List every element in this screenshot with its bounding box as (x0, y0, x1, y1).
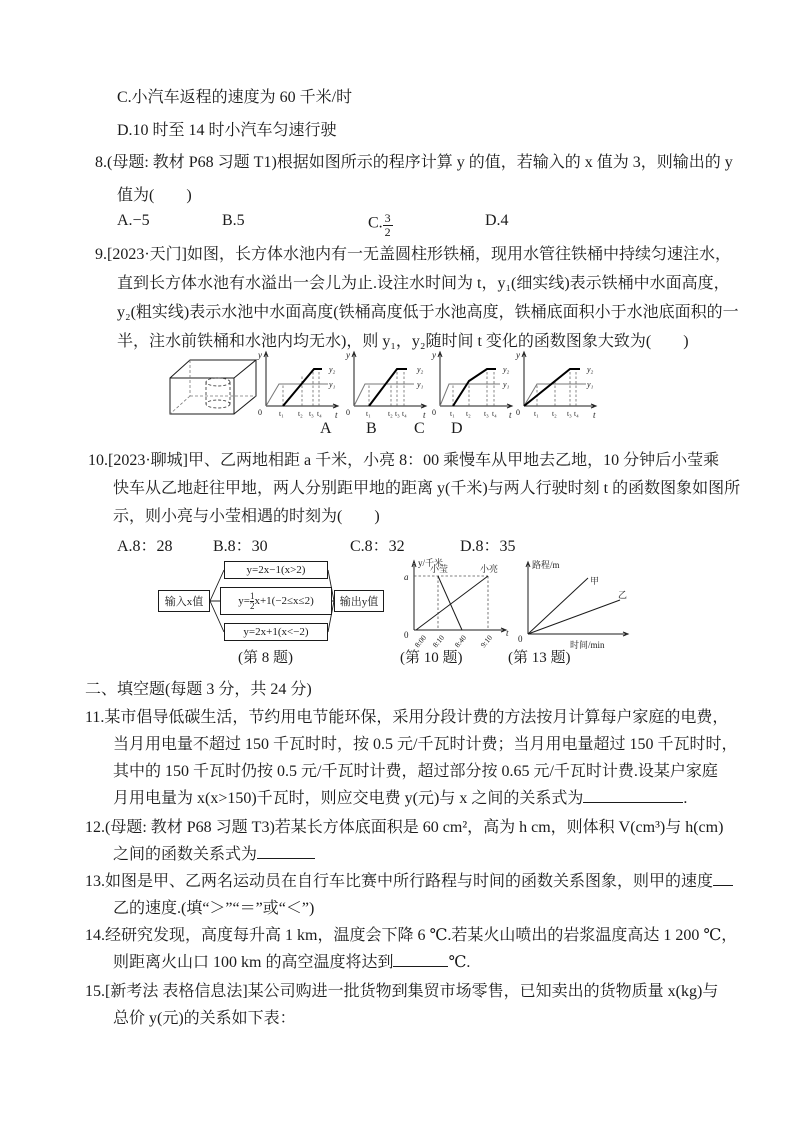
caption-q13-figure: (第 13 题) (508, 650, 571, 666)
q10-line3: 示，则小亮与小莹相遇的时刻为( ) (113, 508, 380, 525)
y-axis-label: y (346, 350, 350, 360)
q11-answer-blank (583, 789, 683, 803)
y2-label: y₂ (417, 365, 424, 374)
y-axis-label: 路程/m (532, 560, 560, 570)
tick-t2: t₂ (298, 409, 303, 418)
flowchart-formula-mid (220, 587, 332, 615)
bucket-bottom-rim (206, 400, 230, 408)
graph-choice-c: C (414, 420, 425, 437)
y-axis (352, 352, 356, 406)
q13-line1 (85, 872, 733, 892)
section2-title: 二、填空题(每题 3 分，共 24 分) (85, 681, 312, 698)
q8-option-a: A.−5 (117, 212, 150, 229)
y2-curve (453, 369, 496, 406)
tick-t3: t₃ (567, 409, 572, 418)
q8-option-c-label: C. (368, 214, 383, 232)
flowchart-formula-top: y=2x−1(x>2) (224, 561, 328, 579)
q9-line1: 9.[2023·天门]如图，长方体水池内有一无盖圆柱形铁桶，现用水管往铁桶中持续匀速注水， (95, 246, 731, 263)
tick-800: 8:00 (412, 633, 429, 650)
tick-t3: t₃ (484, 409, 489, 418)
formula-mid-post: x+1(−2≤x≤2) (254, 595, 314, 607)
x-axis (528, 632, 628, 636)
tick-t4: t₄ (492, 409, 497, 418)
q11-line3: 其中的 150 千瓦时仍按 0.5 元/千瓦时计费，超过部分按 0.65 元/千瓦时计费.设某户家庭 (113, 763, 718, 780)
dashed-guides (453, 369, 494, 406)
q14-line2-unit: ℃. (448, 954, 471, 971)
y1-label: y₁ (417, 380, 424, 389)
graph-choice-d: D (451, 420, 463, 437)
y2-label: y₂ (329, 365, 336, 374)
tick-t1: t₁ (450, 409, 455, 418)
q12-answer-blank (257, 845, 315, 859)
y2-label: y₂ (503, 365, 510, 374)
tank-right-face (234, 360, 256, 414)
jia-label: 甲 (590, 576, 600, 586)
tick-t4: t₄ (317, 409, 322, 418)
t-axis (414, 628, 506, 632)
origin-label: 0 (258, 408, 262, 417)
q9-tank-figure (162, 352, 264, 427)
y2-curve (283, 369, 322, 406)
q15-line1: 15.[新考法 表格信息法]某公司购进一批货物到集贸市场零售，已知卖出的货物质量 x(kg)与 (85, 983, 719, 1000)
xiaoying-line (438, 576, 462, 630)
q14-line1: 14.经研究发现，高度每升高 1 km，温度会下降 6 ℃.若某火山喷出的岩浆温度高达 1 200 ℃， (85, 927, 738, 944)
y1-label: y₁ (503, 380, 510, 389)
q10-line1: 10.[2023·聊城]甲、乙两地相距 a 千米，小亮 8：00 乘慢车从甲地去乙地，10 分钟后小莹乘 (88, 452, 720, 469)
q14-line2 (113, 953, 470, 973)
formula-mid-fraction: $\frac{1}{2}$ (249, 590, 255, 611)
y-axis-label: y (516, 350, 520, 360)
bucket-top-rim (206, 378, 230, 386)
q8-option-c (368, 212, 393, 238)
origin-label: 0 (404, 630, 409, 640)
q8-option-d: D.4 (485, 212, 509, 229)
y2-curve (524, 369, 580, 406)
q11-line2: 当月用电量不超过 150 千瓦时时，按 0.5 元/千瓦时计费；当月用电量超过 150 千瓦时时， (113, 736, 738, 753)
tick-t1: t₁ (279, 409, 284, 418)
t-axis-label: t (509, 410, 512, 420)
q10-option-b: B.8：30 (213, 538, 268, 555)
caption-q8-figure: (第 8 题) (238, 650, 293, 666)
t-axis-label: t (423, 410, 426, 420)
origin-label: 0 (516, 408, 520, 417)
t-axis (440, 404, 512, 408)
q10-line2: 快车从乙地赶往甲地，两人分别距甲地的距离 y(千米)与两人行驶时刻 t 的函数图象如图所 (113, 480, 741, 497)
q9-line3: y₂(粗实线)表示水池中水面高度(铁桶高度低于水池高度，铁桶底面积小于水池底面积的一 (117, 304, 739, 321)
xiaoying-label: 小莹 (430, 564, 449, 574)
q11-line4-text: 月用电量为 x(x>150)千瓦时，则应交电费 y(元)与 x 之间的关系式为 (113, 790, 584, 807)
tick-t3: t₃ (395, 409, 400, 418)
origin-label: 0 (346, 408, 350, 417)
q8-option-b: B.5 (222, 212, 245, 229)
yi-label: 乙 (618, 590, 628, 600)
q12-line2-text: 之间的函数关系式为 (113, 846, 258, 863)
tick-t2: t₂ (466, 409, 471, 418)
q9-graph-b (344, 348, 432, 429)
y1-curve (440, 384, 500, 406)
dashed-guides (537, 369, 576, 406)
q8-option-c-fraction: $\frac{3}{2}$ (384, 211, 391, 239)
y-axis (438, 352, 442, 406)
flowchart-formula-bottom: y=2x+1(x<−2) (224, 623, 328, 641)
t-axis (354, 404, 426, 408)
q9-graph-a (256, 348, 344, 429)
q12-line2 (113, 845, 315, 865)
flowchart-output-box: 输出y值 (334, 590, 384, 612)
y2-curve (369, 369, 407, 406)
formula-mid-pre: y= (238, 595, 250, 607)
tick-810: 8:10 (430, 633, 447, 650)
q13-line2: 乙的速度.(填“＞”“＝”或“＜”) (113, 900, 315, 917)
t-axis-label: t (593, 410, 596, 420)
origin-label: 0 (518, 634, 523, 644)
tick-t2: t₂ (388, 409, 393, 418)
q13-graph (514, 556, 638, 659)
tick-t4: t₄ (574, 409, 579, 418)
y-axis-label: y/千米 (418, 558, 444, 568)
tick-840: 8:40 (452, 633, 469, 650)
q10-option-a: A.8：28 (117, 538, 173, 555)
yi-line (528, 600, 620, 634)
tank-hidden-edges (170, 360, 256, 414)
q9-graph-d (514, 348, 602, 429)
graph-choice-a: A (320, 420, 332, 437)
q12-line1: 12.(母题: 教材 P68 习题 T3)若某长方体底面积是 60 cm²，高为 h cm，则体积 V(cm³)与 h(cm) (85, 819, 724, 836)
a-label: a (404, 572, 409, 582)
q13-answer-blank (713, 872, 733, 886)
t-axis-label: t (335, 410, 338, 420)
caption-q10-figure: (第 10 题) (400, 650, 463, 666)
origin-label: 0 (432, 408, 436, 417)
y1-label: y₁ (329, 380, 336, 389)
q14-line2-text: 则距离火山口 100 km 的高空温度将达到 (113, 954, 394, 971)
q11-line4-period: . (683, 790, 688, 807)
q11-line4 (113, 789, 687, 809)
jia-line (528, 578, 588, 634)
tick-t3: t₃ (309, 409, 314, 418)
q10-option-d: D.8：35 (460, 538, 516, 555)
xiaoliang-label: 小亮 (480, 564, 499, 574)
y-axis-label: y (432, 350, 436, 360)
q8-line2: 值为( ) (117, 187, 192, 204)
q9-line2: 直到长方体水池有水溢出一会儿为止.设注水时间为 t，y₁(细实线)表示铁桶中水面高度， (117, 275, 730, 292)
q14-answer-blank (393, 953, 448, 967)
y2-label: y₂ (587, 365, 594, 374)
q10-option-c: C.8：32 (350, 538, 405, 555)
tick-910: 9:10 (478, 633, 495, 650)
q13-line1-text: 13.如图是甲、乙两名运动员在自行车比赛中所行路程与时间的函数关系图象，则甲的速度 (85, 873, 714, 890)
q9-graph-c (430, 348, 518, 429)
y-axis (522, 352, 526, 406)
xiaoliang-line (416, 576, 488, 630)
tick-t1: t₁ (534, 409, 539, 418)
q15-line2: 总价 y(元)的关系如下表： (113, 1010, 296, 1027)
t-axis-label: t (506, 628, 509, 638)
x-axis-label: 时间/min (570, 640, 605, 650)
y-axis (264, 352, 268, 406)
tick-t4: t₄ (402, 409, 407, 418)
t-axis (524, 404, 596, 408)
option-d-line: D.10 时至 14 时小汽车匀速行驶 (117, 122, 337, 139)
graph-choice-b: B (366, 420, 377, 437)
tick-t2: t₂ (552, 409, 557, 418)
q11-line1: 11.某市倡导低碳生活，节约用电节能环保，采用分段计费的方法按月计算每户家庭的电费， (85, 709, 729, 726)
tank-top-face (170, 360, 256, 378)
y-axis-label: y (258, 350, 262, 360)
tick-t1: t₁ (366, 409, 371, 418)
q8-flowchart (158, 560, 384, 642)
q8-line1: 8.(母题: 教材 P68 习题 T1)根据如图所示的程序计算 y 的值，若输入的 x 值为 3，则输出的 y (95, 154, 733, 171)
y1-label: y₁ (587, 380, 594, 389)
flowchart-input-box: 输入x值 (158, 590, 210, 612)
q9-line4: 半，注水前铁桶和水池内均无水)，则 y₁，y₂随时间 t 变化的函数图象大致为( ) (117, 333, 689, 350)
y-axis (412, 561, 416, 630)
option-c-line: C.小汽车返程的速度为 60 千米/时 (117, 89, 353, 106)
y-axis (526, 562, 530, 634)
